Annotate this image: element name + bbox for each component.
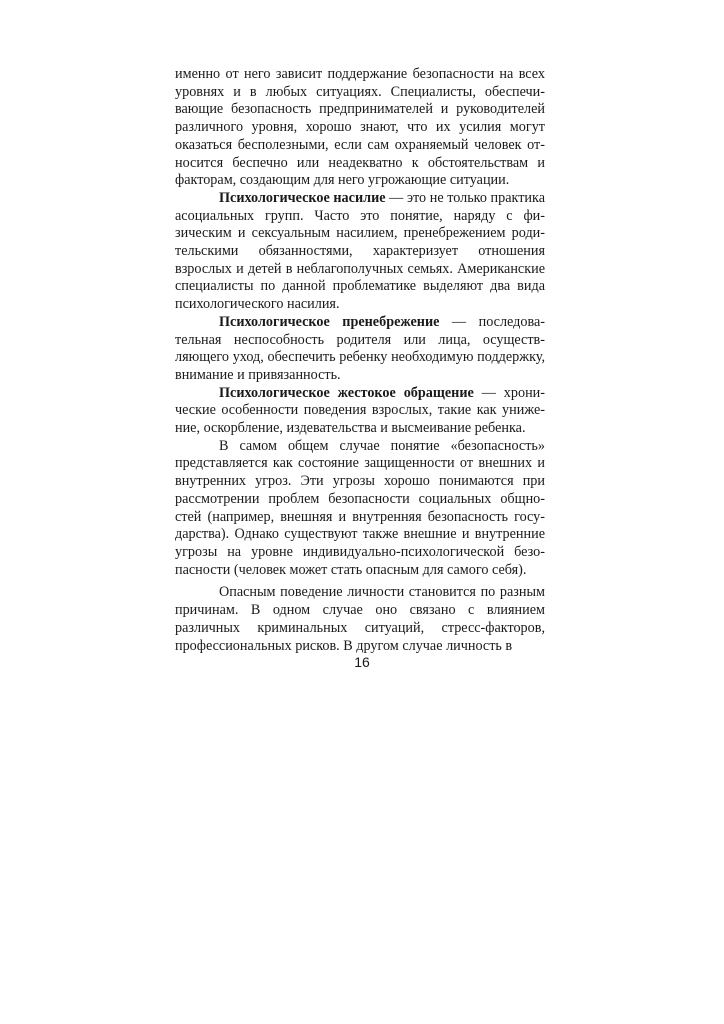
paragraph-text: — это не только практика асоциальных групп. Часто это понятие, наряду с физическим и сексуальным насилием, пренебрежением родительскими обязанностями, характеризует отношения взрослых и детей в неблагополучных семьях. Американские специалисты по данной проблематике выделяют два вида психологического насилия. [175, 189, 545, 313]
term-psychological-abuse: Психологическое жестокое обращение [219, 384, 474, 401]
page-number: 16 [354, 654, 370, 670]
paragraph-safety-definition [175, 438, 545, 580]
body-text [175, 66, 545, 655]
paragraph-text: — последовательная неспособность родителя или лица, осуществляющего уход, обеспечить ребенку необходимую поддержку, внимание и привязанность. [175, 313, 545, 383]
paragraph-psychological-abuse [175, 385, 545, 438]
paragraph-continuation [175, 66, 545, 190]
term-psychological-violence: Психологическое насилие [219, 189, 386, 206]
paragraph-text: — хронические особенности поведения взрослых, такие как унижение, оскорбление, издевательства и высмеивание ребенка. [175, 384, 546, 437]
paragraph-text: именно от него зависит поддержание безопасности на всех уровнях и в любых ситуациях. Специалисты, обеспечивающие безопасность предпринимателей и руководителей различного уровня, хорошо знают, что их усилия могут оказаться бесполезными, если сам охраняемый человек относится беспечно или неадекватно к обстоятельствам и факторам, создающим для него угрожающие ситуации. [175, 66, 545, 189]
paragraph-psychological-neglect [175, 314, 545, 385]
term-psychological-neglect: Психологическое пренебрежение [219, 313, 440, 330]
paragraph-text: В самом общем случае понятие «безопасность» представляется как состояние защищенности от внешних и внутренних угроз. Эти угрозы хорошо понимаются при рассмотрении проблем безопасности социальных общностей (например, внешняя и внутренняя безопасность государства). Однако существуют также внешние и внутренние угрозы на уровне индивидуально-психологической безопасности (человек может стать опасным для самого себя). [175, 437, 545, 578]
paragraph-text: Опасным поведение личности становится по разным причинам. В одном случае оно связано с влиянием различных криминальных ситуаций, стресс-факторов, профессиональных рисков. В другом случае личность в [175, 584, 545, 654]
paragraph-dangerous-behavior [175, 584, 545, 655]
paragraph-psychological-violence [175, 190, 545, 314]
